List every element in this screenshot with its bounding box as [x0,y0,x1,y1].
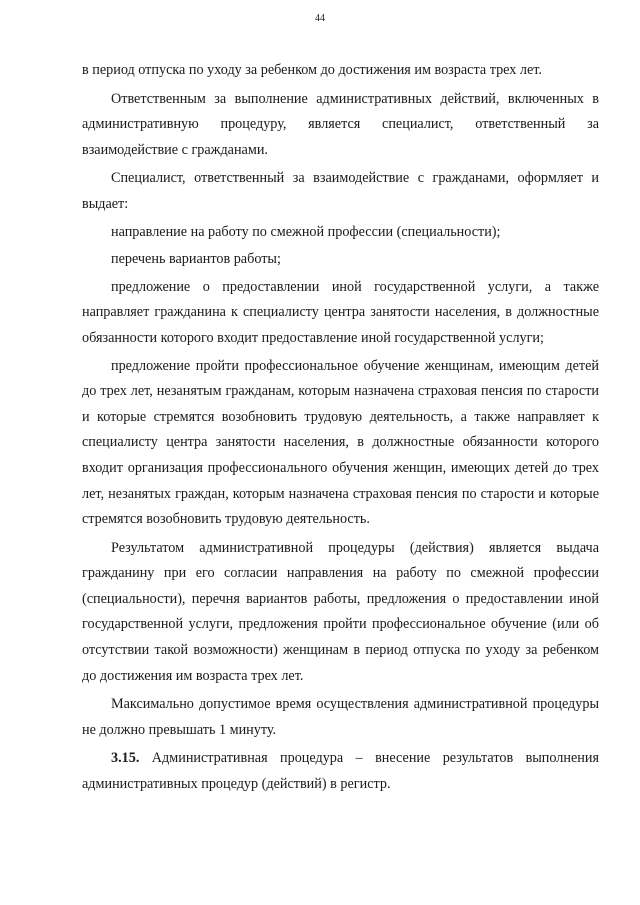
document-body [82,58,599,798]
list-item-training-offer: предложение пройти профессиональное обучение женщинам, имеющим детей до трех лет, незанятым гражданам, которым назначена страховая пенсия по старости и которые стремятся возобновить трудовую деятельность, а также направляет к специалисту центра занятости населения, в должностные обязанности которого входит организация профессионального обучения женщин, имеющих детей до трех лет, незанятых граждан, которым назначена страховая пенсия по старости и которые стремятся возобновить трудовую деятельность. [82,357,599,528]
paragraph-specialist-issues: Специалист, ответственный за взаимодействие с гражданами, оформляет и выдает: [82,170,599,212]
section-number: 3.15. [111,750,140,767]
list-item-referral: направление на работу по смежной профессии (специальности); [111,223,501,240]
section-text: Административная процедура – внесение результатов выполнения административных процедур (действий) в регистр. [82,750,599,793]
paragraph-result: Результатом административной процедуры (действия) является выдача гражданину при его согласии направления на работу по смежной профессии (специальности), перечня вариантов работы, предложения о предоставлении иной государственной услуги, предложения пройти профессиональное обучение (или об отсутствии такой возможности) женщинам в период отпуска по уходу за ребенком до достижения им возраста трех лет. [82,539,599,684]
paragraph-responsible: Ответственным за выполнение административных действий, включенных в административную процедуру, является специалист, ответственный за взаимодействие с гражданами. [82,90,599,158]
paragraph-max-time: Максимально допустимое время осуществления административной процедуры не должно превышать 1 минуту. [82,696,599,738]
list-item-job-variants: перечень вариантов работы; [111,251,281,268]
list-item-other-service: предложение о предоставлении иной государственной услуги, а также направляет гражданина к специалисту центра занятости населения, в должностные обязанности которого входит предоставление иной государственной услуги; [82,278,599,346]
page-number: 44 [315,13,325,24]
section-3-15 [82,746,599,797]
paragraph-continuation: в период отпуска по уходу за ребенком до достижения им возраста трех лет. [82,62,542,78]
